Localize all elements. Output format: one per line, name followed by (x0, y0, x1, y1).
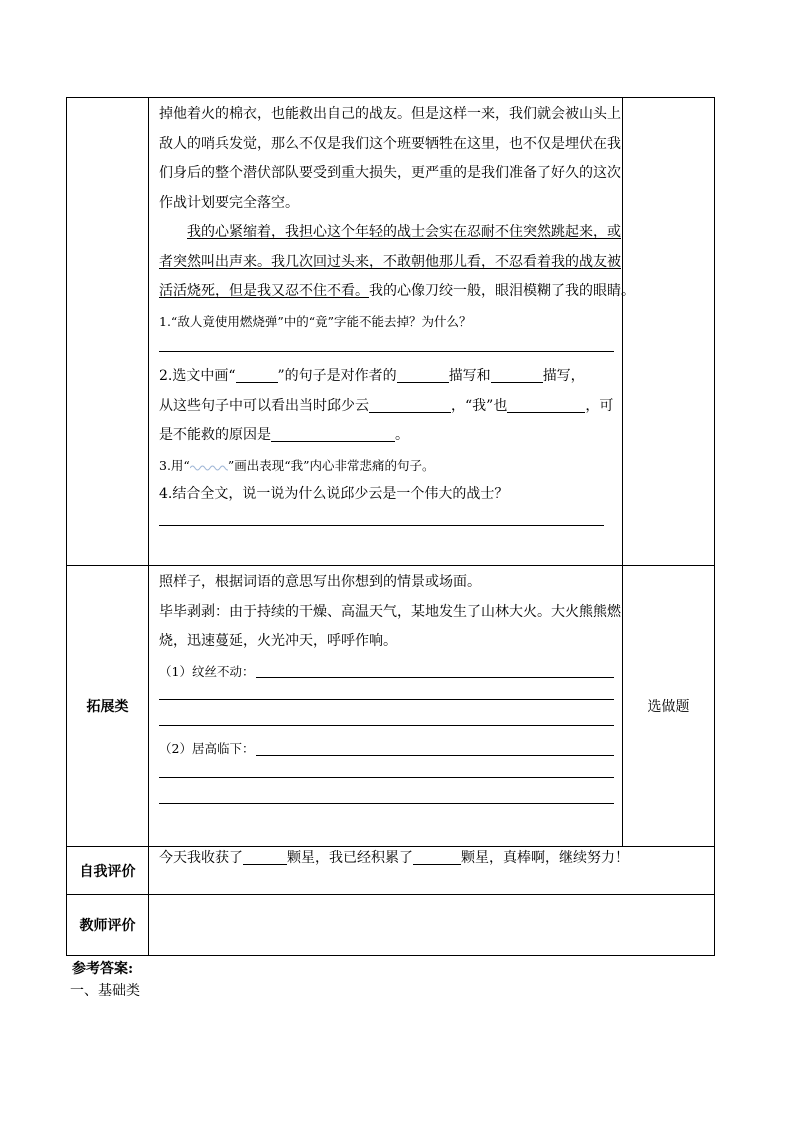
teacher-eval-row (67, 895, 715, 956)
answer-blank[interactable] (413, 849, 461, 865)
answer-line[interactable] (159, 766, 614, 778)
answer-key (72, 958, 140, 1002)
underlined-sentence: 活活烧死，但是我又忍不住不看。 (159, 283, 369, 299)
answer-key-title: 参考答案: (72, 961, 134, 977)
self-eval-row (67, 847, 715, 895)
optional-note: 选做题 (623, 566, 715, 847)
answer-blank[interactable] (369, 397, 451, 413)
answer-blank[interactable] (243, 849, 287, 865)
question-2-line-2: 从这些句子中可以看出当时邱少云 ，“我”也 ，可 (159, 397, 614, 414)
extension-instruction: 照样子，根据词语的意思写出你想到的情景或场面。 (159, 574, 481, 590)
answer-line[interactable] (159, 792, 614, 804)
answer-key-section: 一、基础类 (70, 983, 140, 999)
passage-tail: 我的心像刀绞一般，眼泪模糊了我的眼睛。 (369, 283, 635, 299)
extension-row (67, 566, 715, 847)
answer-line[interactable] (159, 714, 614, 726)
extension-content-cell (149, 566, 623, 847)
extension-example-line: 毕毕剥剥：由于持续的干燥、高温天气，某地发生了山林大火。大火熊熊燃 (159, 603, 621, 620)
answer-blank[interactable] (271, 426, 395, 442)
reading-note-cell (623, 98, 715, 566)
answer-blank[interactable] (397, 367, 449, 383)
answer-line[interactable] (256, 662, 614, 678)
reading-row (67, 98, 715, 566)
underlined-sentence: 者突然叫出声来。我几次回过头来，不敢朝他那儿看，不忍看着我的战友被 (159, 253, 621, 270)
passage-line: 作战计划要完全落空。 (159, 194, 299, 211)
wavy-underline-icon (190, 462, 228, 472)
extension-label: 拓展类 (67, 566, 149, 847)
worksheet-table (66, 97, 715, 956)
question-2-line-1: 2.选文中画“ ”的句子是对作者的 描写和 描写， (159, 368, 585, 384)
passage-line (159, 248, 621, 278)
extension-item-2: （2）居高临下： (159, 734, 614, 764)
passage-line (159, 277, 635, 307)
extension-item-1: （1）纹丝不动： (159, 657, 614, 687)
passage-line: 掉他着火的棉衣，也能救出自己的战友。但是这样一来，我们就会被山头上 (159, 106, 621, 122)
reading-content-cell (149, 98, 635, 566)
self-eval-text: 今天我收获了 颗星，我已经积累了 颗星，真棒啊，继续努力！ (149, 847, 715, 895)
passage-line: 敌人的哨兵发觉，那么不仅是我们这个班要牺牲在这里，也不仅是埋伏在我 (159, 135, 621, 152)
passage-line (159, 218, 621, 248)
question-1: 1.“敌人竟使用燃烧弹”中的“竟”字能不能去掉？为什么？ (159, 313, 472, 329)
extension-example-line: 烧，迅速蔓延，火光冲天，呼呼作响。 (159, 633, 397, 649)
underline-sample (236, 367, 278, 383)
answer-line[interactable] (256, 740, 614, 756)
teacher-eval-label: 教师评价 (67, 895, 149, 956)
answer-line[interactable] (159, 688, 614, 700)
question-4: 4.结合全文，说一说为什么说邱少云是一个伟大的战士？ (159, 486, 509, 502)
underlined-sentence: 我的心紧缩着，我担心这个年轻的战士会实在忍耐不住突然跳起来，或 (187, 224, 621, 240)
answer-blank[interactable] (491, 367, 543, 383)
self-eval-label: 自我评价 (67, 847, 149, 895)
answer-line-q4[interactable] (159, 514, 604, 526)
teacher-eval-area[interactable] (149, 895, 715, 956)
answer-blank[interactable] (507, 397, 585, 413)
question-3: 3.用“ ”画出表现“我”内心非常悲痛的句子。 (159, 457, 435, 473)
passage-line: 们身后的整个潜伏部队要受到重大损失，更严重的是我们准备了好久的这次 (159, 165, 621, 181)
question-2-line-3: 是不能救的原因是 。 (159, 427, 409, 443)
reading-label-cell (67, 98, 149, 566)
answer-line-q1[interactable] (159, 340, 614, 352)
